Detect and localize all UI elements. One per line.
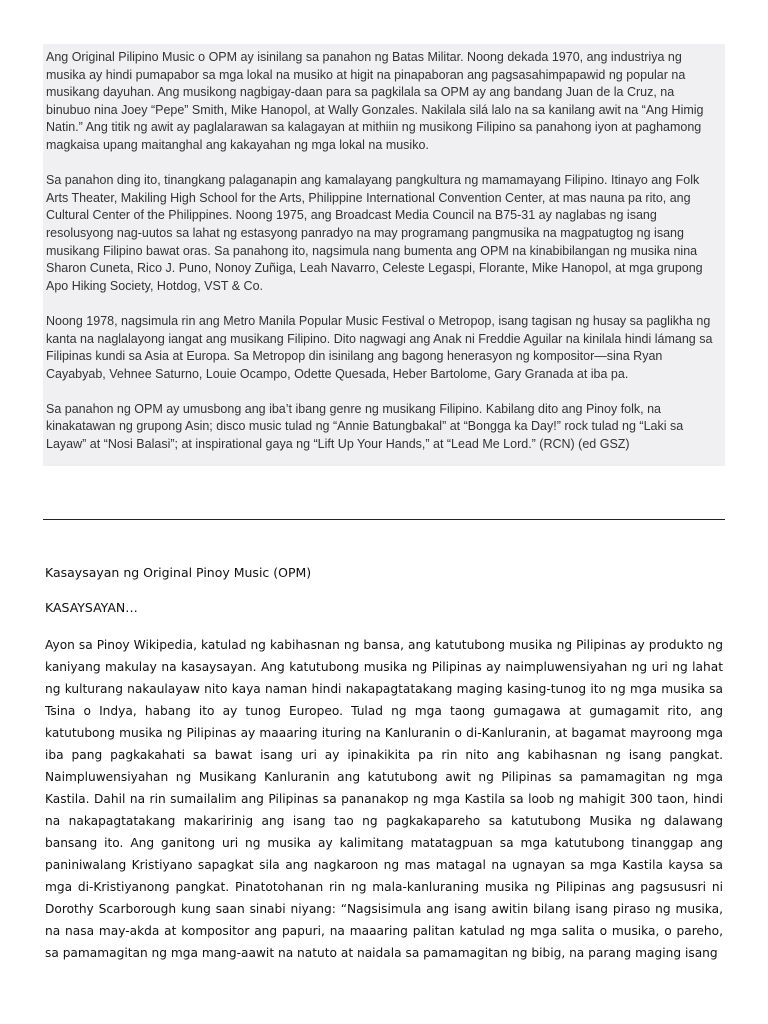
article-section [45,564,723,964]
excerpt-text [43,44,725,454]
excerpt-paragraph-4: Sa panahon ng OPM ay umusbong ang iba’t ibang genre ng musikang Filipino. Kabilang dito ang Pinoy folk, na kinakatawan ng grupong Asin; disco music tulad ng “Annie Batungbakal” at “Bongga ka Day!” rock tulad ng “Laki sa Layaw” at “Nosi Balasi”; at inspirational gaya ng “Lift Up Your Hands,” at “Lead Me Lord.” (RCN) (ed GSZ) [46,401,684,452]
excerpt-paragraph-3: Noong 1978, nagsimula rin ang Metro Manila Popular Music Festival o Metropop, isang tagisan ng husay sa paglikha ng kanta na naglalayong iangat ang musikang Filipino. Dito nagwagi ang Anak ni Freddie Aguilar na kinilala hindi lámang sa Filipinas kundi sa Asia at Europa. Sa Metropop din isinilang ang bagong henerasyon ng kompositor—sina Ryan Cayabyab, Vehnee Saturno, Louie Ocampo, Odette Quesada, Heber Bartolome, Gary Granada at iba pa. [46,313,713,381]
article-title: Kasaysayan ng Original Pinoy Music (OPM) [45,565,312,580]
excerpt-paragraph-2: Sa panahon ding ito, tinangkang palaganapin ang kamalayang pangkultura ng mamamayang Filipino. Itinayo ang Folk Arts Theater, Makiling High School for the Arts, Philippine International Convention Center, at mas nauna pa rito, ang Cultural Center of the Philippines. Noong 1975, ang Broadcast Media Council na B75-31 ay naglabas ng isang resolusyong nag-uutos sa lahat ng estasyong panradyo na may programang pangmusika na magpatugtog ng isang musikang Filipino bawat oras. Sa panahong ito, nagsimula nang bumenta ang OPM na kinabibilangan ng musika nina Sharon Cuneta, Rico J. Puno, Nonoy Zuñiga, Leah Navarro, Celeste Legaspi, Florante, Mike Hanopol, at mga grupong Apo Hiking Society, Hotdog, VST & Co. [46,173,703,293]
excerpt-block [43,44,725,466]
section-heading: KASAYSAYAN… [45,600,138,615]
horizontal-divider [43,519,725,520]
excerpt-paragraph-1: Ang Original Pilipino Music o OPM ay isinilang sa panahon ng Batas Militar. Noong dekada 1970, ang industriya ng musika ay hindi pumapabor sa mga lokal na musiko at higit na pinapaboran ang pagsasahimpapawid ng popular na musikang dayuhan. Ang musikong nagbigay-daan para sa pagkilala sa OPM ay ang bandang Juan de la Cruz, na binubuo nina Joey “Pepe” Smith, Mike Hanopol, at Wally Gonzales. Nakilala silá lalo na sa kanilang awit na “Ang Himig Natin.” Ang titik ng awit ay paglalarawan sa kalagayan at mithiin ng musikong Filipino sa panahong iyon at paghamong magkaisa upang maitanghal ang kakayahan ng mga lokal na musiko. [46,50,704,152]
article-paragraph: Ayon sa Pinoy Wikipedia, katulad ng kabihasnan ng bansa, ang katutubong musika ng Pilipinas ay produkto ng kaniyang makulay na kasaysayan. Ang katutubong musika ng Pilipinas ay naimpluwensiyahan ng uri ng lahat ng kulturang nakaulayaw nito kaya naman hindi nakapagtatakang maging kasing-tunog ito ng mga musika sa Tsina o Indya, habang ito ay tunog Europeo. Tulad ng mga taong gumagawa at gumagamit rito, ang katutubong musika ng Pilipinas ay maaaring ituring na Kanluranin o di-Kanluranin, at bagamat mayroong mga iba pang pagkakahati sa bawat isang uri ay ipinakikita pa rin nito ang kabihasnan ng isang pangkat. Naimpluwensiyahan ng Musikang Kanluranin ang katutubong awit ng Pilipinas sa pamamagitan ng mga Kastila. Dahil na rin sumailalim ang Pilipinas sa pananakop ng mga Kastila sa loob ng mahigit 300 taon, hindi na nakapagtatakang makaririnig ang isang tao ng pagkakapareho sa katutubong Musika ng dalawang bansang ito. Ang ganitong uri ng musika ay kalimitang matatagpuan sa mga katutubong tinanggap ang paniniwalang Kristiyano sapagkat sila ang nagkaroon ng mas matagal na ugnayan sa mga Kastila kaysa sa mga di-Kristiyanong pangkat. Pinatotohanan rin ng mala-kanluraning musika ng Pilipinas ang pagsususri ni Dorothy Scarborough kung saan sinabi niyang: “Nagsisimula ang isang awitin bilang isang piraso ng musika, na nasa may-akda at kompositor ang papuri, na maaaring palitan katulad ng mga salita o musika, o pareho, sa pamamagitan ng mga mang-aawit na natuto at naidala sa pamamagitan ng bibig, na parang maging isang [45,638,723,960]
